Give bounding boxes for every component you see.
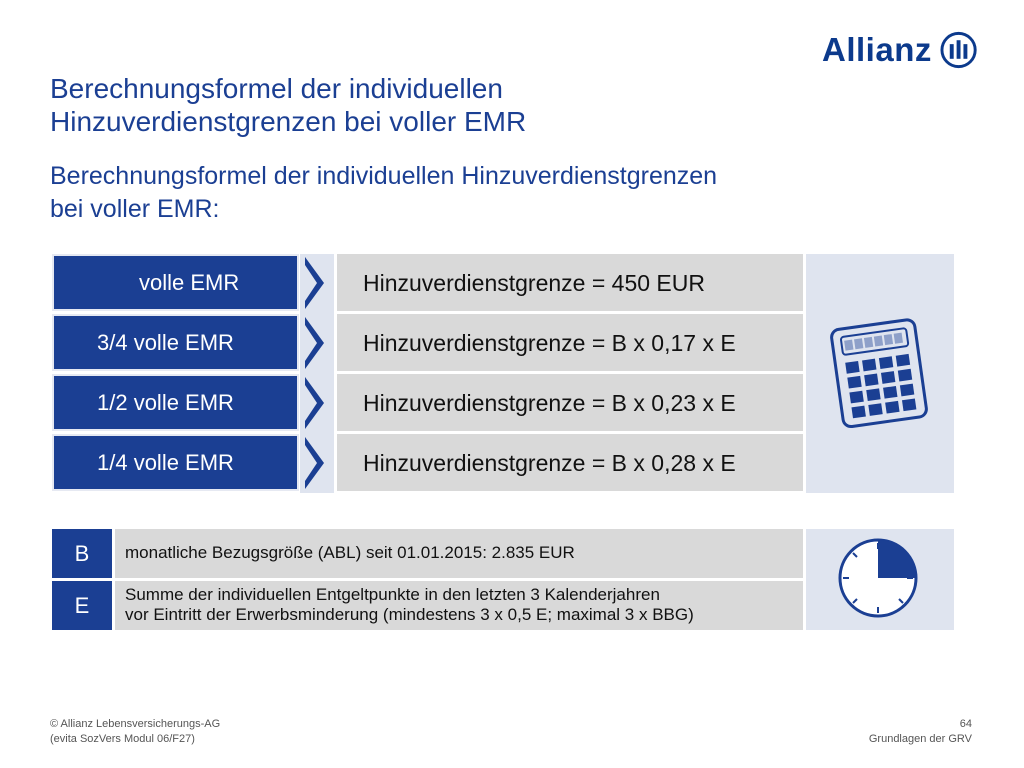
- logo-text: Allianz: [822, 31, 932, 68]
- category-box-volle: [52, 254, 299, 311]
- category-box-halb: [52, 374, 299, 431]
- allianz-logo: [822, 28, 977, 72]
- legend-description-e: [115, 581, 803, 630]
- category-label: 3/4 volle EMR: [97, 330, 234, 355]
- formula-text: Hinzuverdienstgrenze = B x 0,17 x E: [363, 330, 736, 356]
- category-label: volle EMR: [139, 270, 240, 295]
- category-label: 1/2 volle EMR: [97, 390, 234, 415]
- legend-symbol-b: [52, 529, 112, 578]
- chevron-right-icon: [302, 375, 332, 431]
- formula-box: [337, 314, 803, 371]
- clock-panel: [806, 529, 954, 630]
- footer-copyright: © Allianz Lebensversicherungs-AG: [50, 718, 221, 730]
- formula-box: [337, 374, 803, 431]
- footer-right: [869, 717, 972, 747]
- footer-section: Grundlagen der GRV: [868, 733, 972, 745]
- formula-box: [337, 254, 803, 311]
- calculator-panel: [806, 254, 954, 493]
- category-box-viertel: [52, 434, 299, 491]
- formula-text: Hinzuverdienstgrenze = 450 EUR: [363, 270, 705, 296]
- legend-description-b: [115, 529, 803, 578]
- allianz-logo-icon: [940, 31, 977, 69]
- legend-symbol-e: [52, 581, 112, 630]
- subtitle-line-2: bei voller EMR:: [50, 195, 220, 223]
- chevron-right-icon: [302, 315, 332, 371]
- legend-text-line-1: Summe der individuellen Entgeltpunkte in den letzten 3 Kalenderjahren: [125, 585, 660, 604]
- chevron-right-icon: [302, 435, 332, 491]
- page-title: [50, 72, 750, 138]
- formula-text: Hinzuverdienstgrenze = B x 0,23 x E: [363, 390, 736, 416]
- footer-module: (evita SozVers Modul 06/F27): [50, 733, 195, 745]
- legend-text-line-2: vor Eintritt der Erwerbsminderung (mindestens 3 x 0,5 E; maximal 3 x BBG): [125, 605, 694, 624]
- formula-box: [337, 434, 803, 491]
- clock-icon: [806, 529, 954, 630]
- category-label: 1/4 volle EMR: [97, 450, 234, 475]
- chevron-right-icon: [302, 255, 332, 311]
- calculator-icon: [806, 254, 954, 493]
- subtitle-line-1: Berechnungsformel der individuellen Hinzuverdienstgrenzen: [50, 162, 718, 190]
- legend-text: monatliche Bezugsgröße (ABL) seit 01.01.2015: 2.835 EUR: [125, 543, 575, 562]
- legend-symbol: B: [74, 540, 90, 566]
- legend-symbol: E: [74, 592, 90, 618]
- footer-left: [50, 717, 220, 747]
- formula-text: Hinzuverdienstgrenze = B x 0,28 x E: [363, 450, 736, 476]
- page-subtitle: [50, 160, 850, 226]
- title-line-1: Berechnungsformel der individuellen: [50, 73, 503, 104]
- title-line-2: Hinzuverdienstgrenzen bei voller EMR: [50, 106, 527, 137]
- page-number: 64: [959, 718, 972, 730]
- category-box-dreiviertel: [52, 314, 299, 371]
